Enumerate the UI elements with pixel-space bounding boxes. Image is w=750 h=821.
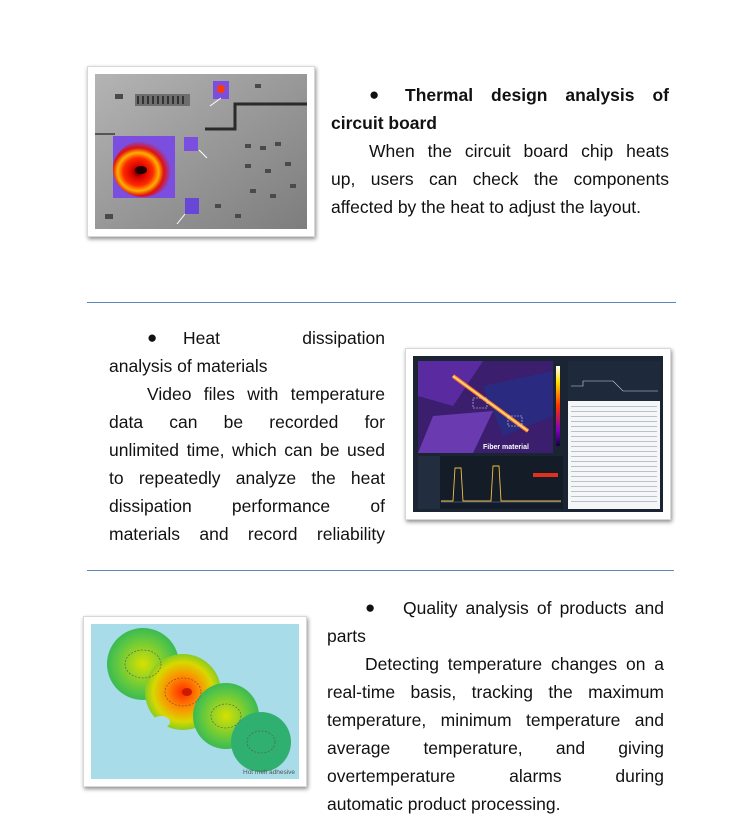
bullet-icon: ●: [365, 598, 376, 617]
bullet-icon: ●: [369, 85, 380, 104]
fiber-material-software-screenshot: [405, 348, 671, 520]
body-line: unlimited time, which can be used: [109, 440, 385, 460]
section-thermal-design: [331, 81, 669, 221]
body-line: to repeatedly analyze the heat: [109, 468, 385, 488]
body-line: Video files with temperature: [147, 384, 385, 404]
section-heading-line2: parts: [327, 626, 366, 646]
bullet-icon: ●: [147, 328, 158, 347]
body-line: materials and record reliability: [109, 524, 385, 544]
section-quality-analysis: [327, 594, 664, 818]
section-heading-line2: circuit board: [331, 113, 437, 133]
hot-melt-adhesive-thermal-image: [83, 616, 307, 787]
body-line: overtemperature alarms during: [327, 766, 664, 786]
body-line: up, users can check the components: [331, 169, 669, 189]
circuit-board-thermal-image: [87, 66, 315, 237]
section-heading-line2: analysis of materials: [109, 356, 268, 376]
body-line: real-time basis, tracking the maximum: [327, 682, 664, 702]
section-heading-line1: Quality analysis of products and: [403, 598, 664, 618]
hot-melt-adhesive-caption: Hot melt adhesive: [243, 769, 296, 776]
body-line: Detecting temperature changes on a: [365, 654, 664, 674]
body-line: temperature, minimum temperature and: [327, 710, 664, 730]
body-line: dissipation performance of: [109, 496, 385, 516]
section-heat-dissipation: [109, 324, 385, 548]
section-divider: [87, 302, 676, 303]
section-heading-line1: Thermal design analysis of: [405, 85, 669, 105]
fiber-material-caption: Fiber material: [483, 444, 529, 451]
section-heading-line1: Heat dissipation: [183, 328, 385, 348]
section-divider: [87, 570, 674, 571]
body-line: automatic product processing.: [327, 794, 561, 814]
body-line: data can be recorded for: [109, 412, 385, 432]
body-line: average temperature, and giving: [327, 738, 664, 758]
body-line: affected by the heat to adjust the layout.: [331, 197, 642, 217]
body-line: When the circuit board chip heats: [369, 141, 669, 161]
